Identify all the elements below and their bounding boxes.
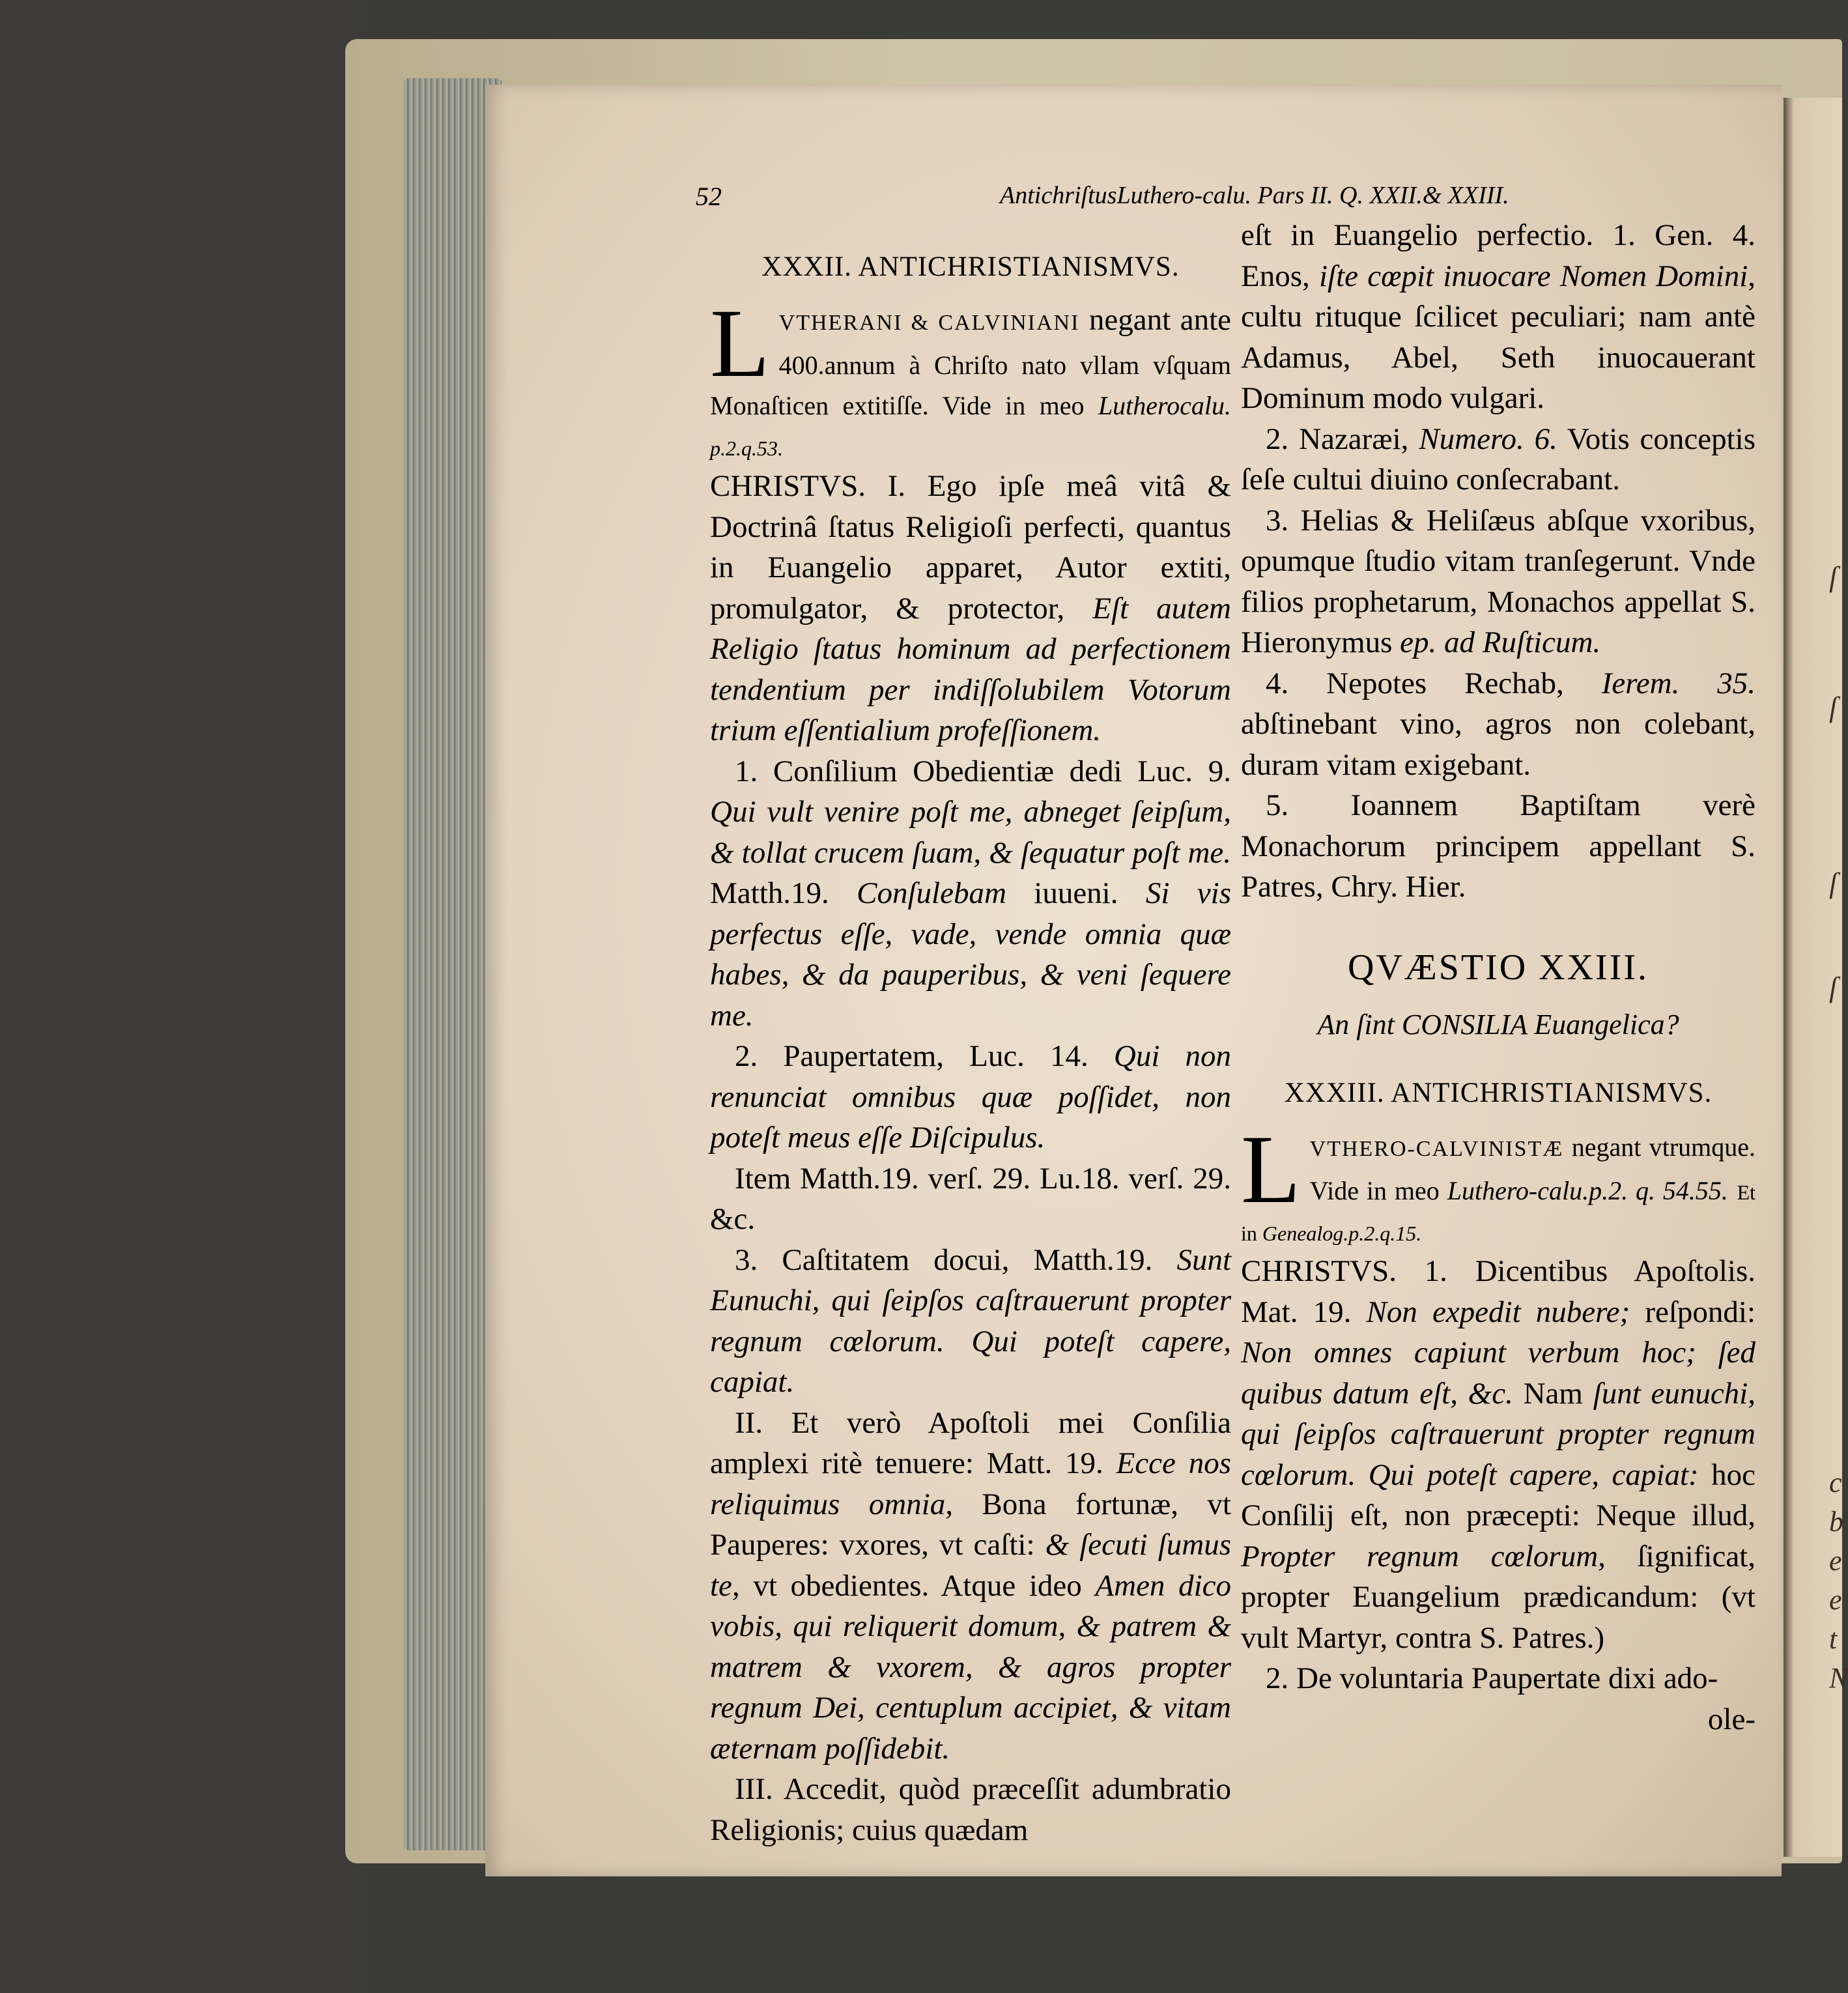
section-heading-2: XXXIII. ANTICHRISTIANISMVS. xyxy=(1284,1077,1713,1108)
running-title: AntichriſtusLuthero-calu. Pars II. Q. XXII.& XXIII. xyxy=(1000,182,1509,209)
baptist-paragraph: 5. Ioannem Baptiſtam verè Monachorum principem appellant S. Patres, Chry. Hier. xyxy=(1241,788,1756,904)
question-heading: QVÆSTIO XXIII. xyxy=(1348,947,1649,988)
drop-cap-2: L xyxy=(1241,1115,1301,1224)
christus-paragraph-2: CHRISTVS. 1. Dicentibus Apoſtolis. Mat. 19. Non expedit nubere; reſpondi: Non omnes capiunt verbum hoc; ſed quibus datum eſt, &c. Nam ſunt eunuchi, qui ſeipſos caſtrauerunt propter regnum cœlorum. Qui poteſt capere, capiat: hoc Conſilij eſt, non præcepti: Neque illud, Propter regnum cœlorum, ſignificat, propter Euangelium prædicandum: (vt vult Martyr, contra S. Patres.) xyxy=(1241,1254,1756,1655)
dark-backdrop xyxy=(0,0,365,1993)
question-subheading: An ſint CONSILIA Euangelica? xyxy=(1317,1008,1679,1040)
catchword: ole- xyxy=(1707,1702,1756,1736)
left-column xyxy=(710,248,1231,1850)
enos-paragraph: eſt in Euangelio perfectio. 1. Gen. 4. Enos, iſte cœpit inuocare Nomen Domini, cultu rituque ſcilicet peculiari; nam antè Adamus, Abel, Seth inuocauerant Dominum modo vulgari. xyxy=(1241,218,1756,415)
counsel-obedience-paragraph: 1. Conſilium Obedientiæ dedi Luc. 9. Qui vult venire poſt me, abneget ſeipſum, & tollat crucem ſuam, & ſequatur poſt me. Matth.19. Conſulebam iuueni. Si vis perfectus eſſe, vade, vende omnia quæ habes, & da pauperibus, & veni ſequere me. xyxy=(710,754,1231,1033)
item-reference-paragraph: Item Matth.19. verſ. 29. Lu.18. verſ. 29. &c. xyxy=(710,1161,1231,1236)
facing-fragment: N xyxy=(1829,1662,1848,1694)
facing-fragment: ſ xyxy=(1829,971,1838,1003)
rechab-paragraph: 4. Nepotes Rechab, Ierem. 35. abſtinebant vino, agros non colebant, duram vitam exigebant. xyxy=(1241,666,1756,782)
intro-paragraph-2: LVTHERO-CALVINISTÆ negant vtrumque. Vide in meo Luthero-calu.p.2. q. 54.55. Et in Genealog.p.2.q.15. xyxy=(1241,1115,1756,1245)
counsel-poverty-paragraph: 2. Paupertatem, Luc. 14. Qui non renunciat omnibus quæ poſſidet, non poteſt meus eſſe Diſcipulus. xyxy=(710,1039,1232,1154)
facing-fragment: c xyxy=(1829,1467,1842,1498)
facing-fragment: b xyxy=(1829,1506,1843,1538)
facing-fragment: e xyxy=(1829,1584,1842,1616)
page-number: 52 xyxy=(696,182,722,211)
accedit-paragraph: III. Accedit, quòd præceſſit adumbratio Religionis; cuius quædam xyxy=(710,1772,1231,1847)
facing-fragment: ſ xyxy=(1829,561,1838,593)
helias-paragraph: 3. Helias & Heliſæus abſque vxoribus, opumque ſtudio vitam tranſegerunt. Vnde filios prophetarum, Monachos appellat S. Hieronymus ep. ad Ruſticum. xyxy=(1241,503,1756,659)
right-column xyxy=(1241,215,1756,1740)
voluntary-poverty-line: 2. De voluntaria Paupertate dixi ado- xyxy=(1266,1661,1718,1695)
apostles-paragraph: II. Et verò Apoſtoli mei Conſilia amplexi ritè tenuere: Matt. 19. Ecce nos reliquimus omnia, Bona fortunæ, vt Pauperes: vxores, vt caſti: & ſecuti ſumus te, vt obedientes. Atque ideo Amen dico vobis, qui reliquerit domum, & patrem & matrem & vxorem, & agros propter regnum Dei, centuplum accipiet, & vitam æternam poſſidebit. xyxy=(710,1405,1232,1766)
intro-paragraph: LVTHERANI & CALVINIANI negant ante 400.annum à Chriſto nato vllam vſquam Monaſticen extitiſſe. Vide in meo Lutherocalu. p.2.q.53. xyxy=(710,289,1231,460)
section-heading: XXXII. ANTICHRISTIANISMVS. xyxy=(761,251,1180,282)
nazarei-paragraph: 2. Nazaræi, Numero. 6. Votis conceptis ſeſe cultui diuino conſecrabant. xyxy=(1241,422,1756,496)
facing-fragment: t xyxy=(1829,1623,1838,1655)
facing-fragment: e xyxy=(1829,1545,1842,1577)
facing-fragment: ſ xyxy=(1829,691,1838,723)
christus-paragraph: CHRISTVS. I. Ego ipſe meâ vitâ & Doctrinâ ſtatus Religioſi perfecti, quantus in Euangelio apparet, Autor extiti, promulgator, & protector, Eſt autem Religio ſtatus hominum ad perfectionem tendentium per indiſſolubilem Votorum trium eſſentialium profeſſionem. xyxy=(710,469,1231,747)
facing-fragment: ſ xyxy=(1829,867,1838,899)
counsel-chastity-paragraph: 3. Caſtitatem docui, Matth.19. Sunt Eunuchi, qui ſeipſos caſtrauerunt propter regnum cœlorum. Qui poteſt capere, capiat. xyxy=(710,1242,1231,1399)
drop-cap: L xyxy=(710,289,770,397)
